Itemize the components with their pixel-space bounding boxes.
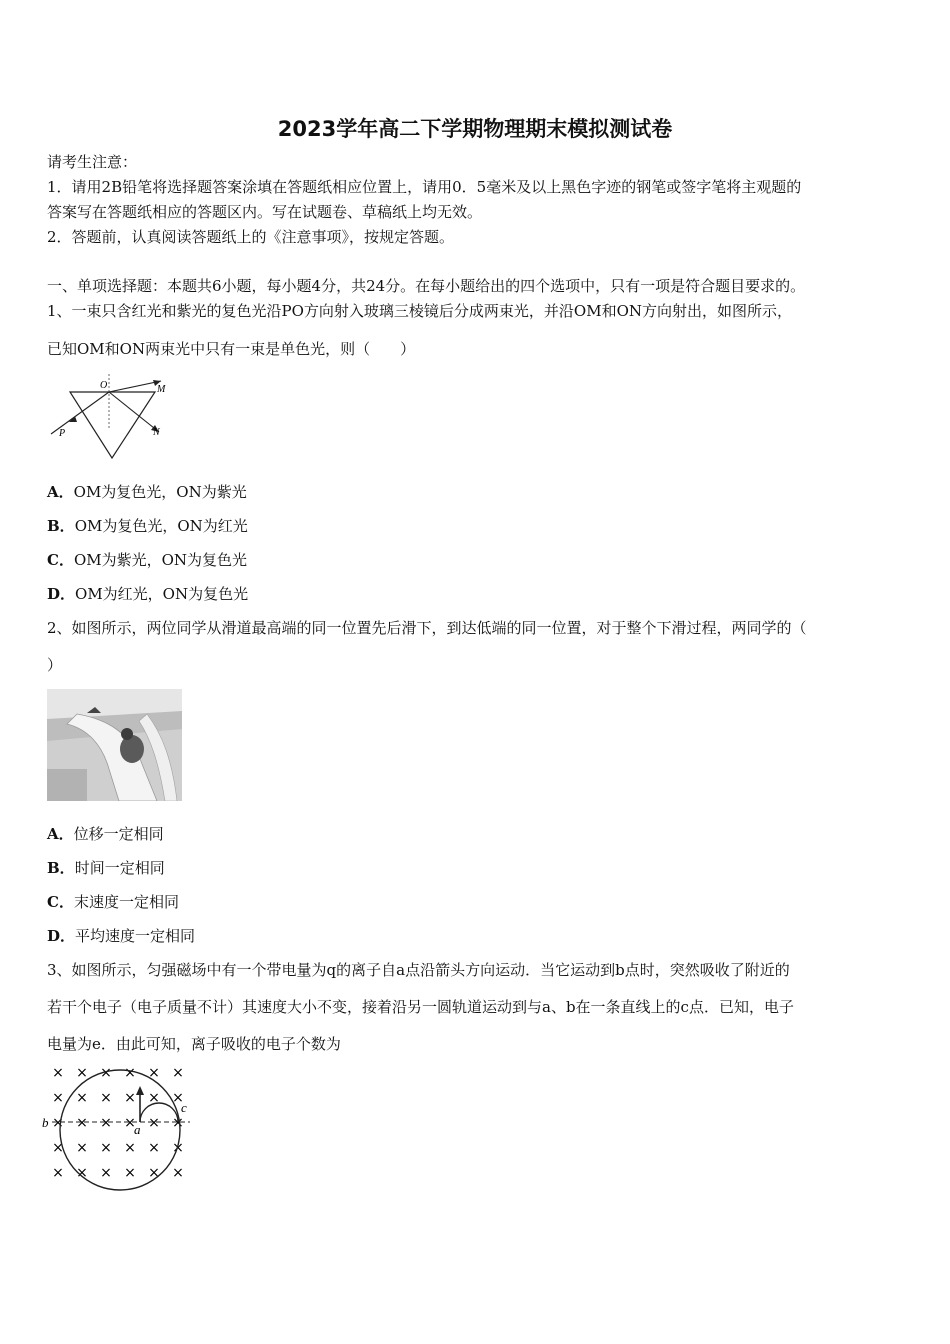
q2-option-c: C．末速度一定相同 <box>47 893 179 911</box>
prism-figure <box>45 372 175 462</box>
field-cross: × <box>172 1140 184 1156</box>
arrow-p <box>69 416 77 422</box>
q1-stem-line-1: 1、一束只含红光和紫光的复色光沿PO方向射入玻璃三棱镜后分成两束光，并沿OM和ON方向射出，如图所示， <box>47 302 793 320</box>
q1-option-b: B．OM为复色光，ON为红光 <box>47 517 248 535</box>
q2-stem-line-2: ） <box>47 656 63 674</box>
field-cross: × <box>172 1165 184 1181</box>
photo-ground <box>47 769 87 801</box>
notice-line-1: 1．请用2B铅笔将选择题答案涂填在答题纸相应位置上，请用0．5毫米及以上黑色字迹的钢笔或签字笔将主观题的 <box>47 178 802 196</box>
q1-option-a: A．OM为复色光，ON为紫光 <box>47 483 247 501</box>
field-cross: × <box>124 1115 136 1131</box>
student-head <box>121 728 133 740</box>
field-cross: × <box>52 1140 64 1156</box>
field-cross: × <box>172 1065 184 1081</box>
ray-om <box>109 381 161 392</box>
q2-option-b: B．时间一定相同 <box>47 859 165 877</box>
notice-line-3: 2．答题前，认真阅读答题纸上的《注意事项》，按规定答题。 <box>47 228 455 246</box>
field-cross: × <box>124 1165 136 1181</box>
q3-stem-line-3: 电量为e．由此可知，离子吸收的电子个数为 <box>47 1035 341 1053</box>
field-cross: × <box>172 1090 184 1106</box>
notice-heading: 请考生注意： <box>47 153 138 171</box>
field-cross: × <box>172 1115 184 1131</box>
magnetic-field-figure <box>40 1060 200 1192</box>
field-cross: × <box>148 1140 160 1156</box>
section-heading: 一、单项选择题：本题共6小题，每小题4分，共24分。在每小题给出的四个选项中，只有一项是符合题目要求的。 <box>47 277 806 295</box>
label-n: N <box>153 427 160 438</box>
student-figure <box>120 735 144 763</box>
q1-option-c: C．OM为紫光，ON为复色光 <box>47 551 248 569</box>
notice-line-2: 答案写在答题纸相应的答题区内。写在试题卷、草稿纸上均无效。 <box>47 203 483 221</box>
field-cross: × <box>100 1065 112 1081</box>
field-cross: × <box>52 1115 64 1131</box>
page-title: 2023学年高二下学期物理期末模拟测试卷 <box>277 117 673 141</box>
field-cross: × <box>100 1090 112 1106</box>
field-cross: × <box>124 1140 136 1156</box>
q2-stem-line-1: 2、如图所示，两位同学从滑道最高端的同一位置先后滑下，到达低端的同一位置，对于整个下滑过程，两同学的（ <box>47 619 807 637</box>
field-cross: × <box>100 1115 112 1131</box>
field-cross: × <box>52 1065 64 1081</box>
field-cross: × <box>76 1165 88 1181</box>
q3-stem-line-1: 3、如图所示，匀强磁场中有一个带电量为q的离子自a点沿箭头方向运动．当它运动到b点时，突然吸收了附近的 <box>47 961 790 979</box>
field-cross: × <box>52 1090 64 1106</box>
field-cross: × <box>100 1140 112 1156</box>
label-m: M <box>157 384 166 395</box>
field-cross: × <box>148 1065 160 1081</box>
q1-option-d: D．OM为红光，ON为复色光 <box>47 585 249 603</box>
q2-option-d: D．平均速度一定相同 <box>47 927 196 945</box>
field-cross: × <box>76 1140 88 1156</box>
field-cross: × <box>148 1115 160 1131</box>
slide-photo <box>47 689 182 801</box>
label-p: P <box>59 428 66 439</box>
field-cross: × <box>76 1065 88 1081</box>
label-a: a <box>134 1122 141 1137</box>
field-cross: × <box>100 1165 112 1181</box>
field-cross: × <box>148 1090 160 1106</box>
label-b: b <box>42 1115 49 1130</box>
q1-stem-line-2: 已知OM和ON两束光中只有一束是单色光，则（ ） <box>47 340 416 358</box>
field-cross: × <box>52 1165 64 1181</box>
field-cross: × <box>124 1065 136 1081</box>
field-cross: × <box>148 1165 160 1181</box>
field-cross-grid <box>52 1065 184 1181</box>
prism-triangle <box>70 392 155 458</box>
label-c: c <box>181 1100 187 1115</box>
q2-option-a: A．位移一定相同 <box>47 825 164 843</box>
label-o: O <box>100 380 108 391</box>
field-cross: × <box>76 1090 88 1106</box>
field-cross: × <box>76 1115 88 1131</box>
field-cross: × <box>124 1090 136 1106</box>
q3-stem-line-2: 若干个电子（电子质量不计）其速度大小不变，接着沿另一圆轨道运动到与a、b在一条直线上的c点．已知，电子 <box>47 998 794 1016</box>
arrow-head <box>136 1086 144 1095</box>
